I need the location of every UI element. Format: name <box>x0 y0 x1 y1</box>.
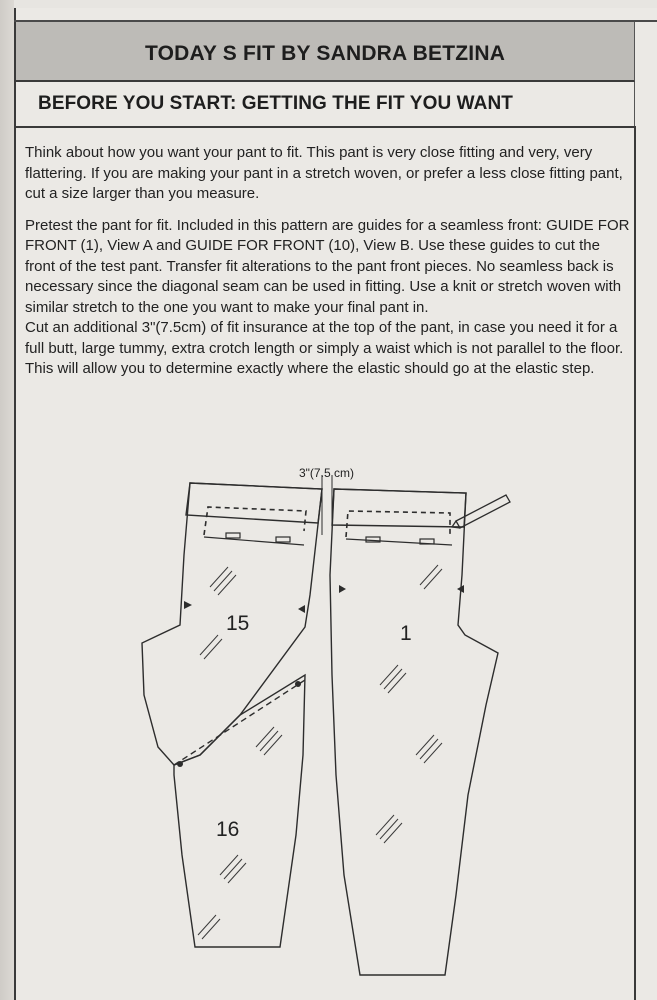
title-bar <box>16 22 635 82</box>
paragraph-fit-insurance: Cut an additional 3"(7.5cm) of fit insurance at the top of the pant, in case you need it for a full butt, large tummy, extra crotch length or simply a waist which is not parallel to the floor. This will allow you to determine exactly where the elastic should go at the elastic step. <box>25 319 624 377</box>
pant-pattern-diagram <box>100 455 540 1000</box>
page-title: TODAY S FIT BY SANDRA BETZINA <box>144 42 506 65</box>
measurement-label: 3"(7.5 cm) <box>299 466 354 480</box>
pencil-icon <box>452 495 510 528</box>
page-edge <box>0 0 14 1000</box>
paragraph-pretest: Pretest the pant for fit. Included in this pattern are guides for a seamless front: GUIDE FOR FRONT (1), View A and GUIDE FOR FRONT (10), View B. Use these guides to cut the front of the test pant. Transfer fit alterations to the pant front pieces. No seamless back is necessary since the diagonal seam can be used in fitting. Use a knit or stretch woven with similar stretch to the one you want to make your final pant in. <box>25 216 630 316</box>
pattern-piece-1 <box>330 489 498 975</box>
fit-insurance-right <box>332 489 466 527</box>
piece-label-1: 1 <box>400 622 412 645</box>
subtitle-bar <box>16 82 635 128</box>
instructions-text <box>25 143 630 380</box>
pattern-piece-16 <box>174 675 305 947</box>
piece-label-15: 15 <box>226 612 250 635</box>
diagonal-seam <box>174 680 305 765</box>
section-heading: BEFORE YOU START: GETTING THE FIT YOU WANT <box>38 93 513 114</box>
right-rule <box>634 126 636 1000</box>
piece-label-16: 16 <box>216 818 240 841</box>
paragraph-fit: Think about how you want your pant to fit. This pant is very close fitting and very, very flattering. If you are making your pant in a stretch woven, or prefer a less close fitting pant, cut a size larger than you measure. <box>25 144 623 202</box>
